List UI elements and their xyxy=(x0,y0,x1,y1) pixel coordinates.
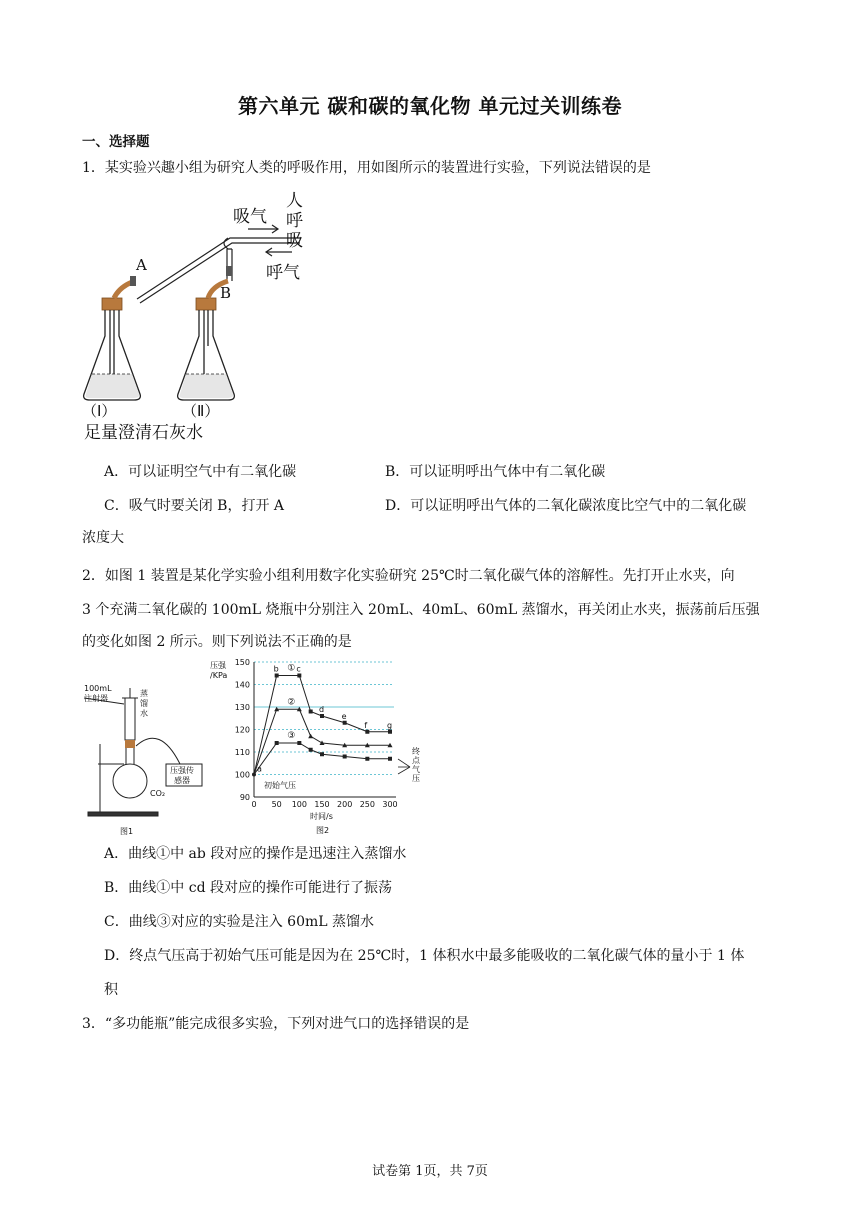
chart-caption: 图2 xyxy=(316,826,330,835)
q1-option-c[interactable]: C．吸气时要关闭 B，打开 A xyxy=(104,498,285,514)
x-tick-label: 200 xyxy=(337,800,353,809)
series-1-point xyxy=(309,710,313,714)
series-name-label-2: ② xyxy=(287,697,296,708)
y-tick-label: 150 xyxy=(234,658,250,667)
q1-option-d[interactable]: D．可以证明呼出气体的二氧化碳浓度比空气中的二氧化碳 xyxy=(385,498,747,514)
chart-xlabel: 时间/s xyxy=(310,812,333,821)
q2-stem-line-3: 的变化如图 2 所示。则下列说法不正确的是 xyxy=(82,634,352,650)
x-tick-label: 0 xyxy=(251,800,257,809)
q1-breathing-apparatus-figure xyxy=(80,186,330,444)
q2-option-b[interactable]: B．曲线①中 cd 段对应的操作可能进行了振荡 xyxy=(104,880,392,896)
section-heading: 一、选择题 xyxy=(82,134,150,150)
page-footer: 试卷第 1页，共 7页 xyxy=(372,1164,488,1179)
series-1-point xyxy=(343,721,347,725)
q2-stem-line-1: 2．如图 1 装置是某化学实验小组利用数字化实验研究 25℃时二氧化碳气体的溶解性。先打开止水夹，向 xyxy=(82,568,735,584)
y-tick-label: 140 xyxy=(234,680,250,690)
point-label: b xyxy=(273,664,279,674)
series-3-point xyxy=(275,741,279,745)
q2-figure2-pressure-chart xyxy=(206,656,432,840)
valve-b-label: B xyxy=(220,284,232,302)
fig1-co2-label: CO₂ xyxy=(150,789,166,798)
q1-option-d-continued: 浓度大 xyxy=(82,530,124,546)
valve-a-label: A xyxy=(136,256,147,274)
series-1-point xyxy=(297,674,301,678)
fig1-caption: 图1 xyxy=(120,827,134,836)
fig1-syringe-label-2: 注射器 xyxy=(84,694,108,703)
chart-end-label-4: 压 xyxy=(412,774,420,783)
chart-end-label-2: 点 xyxy=(412,756,420,765)
series-3-point xyxy=(343,755,347,759)
series-1-point xyxy=(275,674,279,678)
q2-option-a[interactable]: A．曲线①中 ab 段对应的操作是迅速注入蒸馏水 xyxy=(104,846,407,862)
series-1-point xyxy=(388,730,392,734)
end-pressure-arrows xyxy=(398,759,410,774)
clamp-b xyxy=(226,266,232,276)
x-tick-label: 50 xyxy=(271,800,282,809)
x-tick-label: 250 xyxy=(359,800,375,809)
x-tick-label: 100 xyxy=(291,800,307,809)
series-2-point xyxy=(308,734,313,739)
q2-option-c[interactable]: C．曲线③对应的实验是注入 60mL 蒸馏水 xyxy=(104,914,374,930)
stopper-2 xyxy=(196,298,216,310)
series-line-1 xyxy=(254,676,393,775)
q2-option-d-continued: 积 xyxy=(104,982,118,998)
y-tick-label: 120 xyxy=(234,725,250,735)
q3-stem: 3．“多功能瓶”能完成很多实验，下列对进气口的选择错误的是 xyxy=(82,1016,470,1032)
q2-stem-line-2: 3 个充满二氧化碳的 100mL 烧瓶中分别注入 20mL、40mL、60mL 蒸馏水，再关闭止水夹，振荡前后压强 xyxy=(82,602,760,618)
q2-option-d[interactable]: D．终点气压高于初始气压可能是因为在 25℃时，1 体积水中最多能吸收的二氧化碳气体的量小于 1 体 xyxy=(104,948,745,964)
point-label: c xyxy=(296,664,301,674)
human-label-2: 呼 xyxy=(286,211,303,231)
q1-option-b[interactable]: B．可以证明呼出气体中有二氧化碳 xyxy=(385,464,606,480)
point-label-a: a xyxy=(257,764,262,774)
fig1-water-label-2: 馏 xyxy=(140,699,148,708)
x-tick-label: 300 xyxy=(382,800,398,809)
fig1-water-label-1: 蒸 xyxy=(140,689,148,698)
series-name-label-1: ① xyxy=(287,663,296,674)
q1-option-a[interactable]: A．可以证明空气中有二氧化碳 xyxy=(104,464,297,480)
fig1-stopper xyxy=(125,740,135,748)
fig1-sensor-label-2: 感器 xyxy=(174,776,190,785)
page-title: 第六单元 碳和碳的氧化物 单元过关训练卷 xyxy=(238,94,622,118)
fig1-water-label-3: 水 xyxy=(140,709,148,718)
point-label: f xyxy=(364,720,368,730)
point-label: e xyxy=(341,711,347,721)
flask-2-label: （Ⅱ） xyxy=(182,402,220,420)
chart-end-label-3: 气 xyxy=(412,765,420,774)
inhale-label: 吸气 xyxy=(233,207,267,227)
point-label: g xyxy=(387,720,393,730)
series-line-3 xyxy=(254,743,390,775)
series-3-point xyxy=(309,748,313,752)
start-point-a xyxy=(252,773,256,777)
series-name-label-3: ③ xyxy=(287,731,296,741)
x-tick-label: 150 xyxy=(314,800,330,809)
y-tick-label: 130 xyxy=(234,703,250,712)
exhale-label: 呼气 xyxy=(266,263,300,283)
series-3-point xyxy=(320,752,324,756)
fig1-syringe-label-1: 100mL xyxy=(84,684,112,693)
y-tick-label: 90 xyxy=(239,793,250,802)
y-tick-label: 100 xyxy=(234,770,250,780)
clamp-a xyxy=(130,276,136,286)
q1-stem: 1．某实验兴趣小组为研究人类的呼吸作用，用如图所示的装置进行实验，下列说法错误的是 xyxy=(82,160,651,176)
human-label-1: 人 xyxy=(286,191,303,211)
fig1-sensor-label-1: 压强传 xyxy=(170,766,194,775)
human-label-3: 吸 xyxy=(286,231,303,251)
series-1-point xyxy=(365,730,369,734)
chart-start-label: 初始气压 xyxy=(264,781,296,790)
series-1-point xyxy=(320,714,324,718)
y-tick-label: 110 xyxy=(234,748,250,757)
point-label: d xyxy=(319,705,325,714)
series-3-point xyxy=(365,757,369,761)
chart-end-label-1: 终 xyxy=(412,747,420,756)
q2-figure1-apparatus xyxy=(80,684,210,839)
flask-1-label: （Ⅰ） xyxy=(82,402,117,420)
stopper-1 xyxy=(102,298,122,310)
chart-ylabel-1: 压强 xyxy=(210,661,226,670)
series-3-point xyxy=(388,757,392,761)
chart-ylabel-2: /KPa xyxy=(210,671,228,680)
limewater-caption: 足量澄清石灰水 xyxy=(84,423,203,443)
series-3-point xyxy=(297,741,301,745)
